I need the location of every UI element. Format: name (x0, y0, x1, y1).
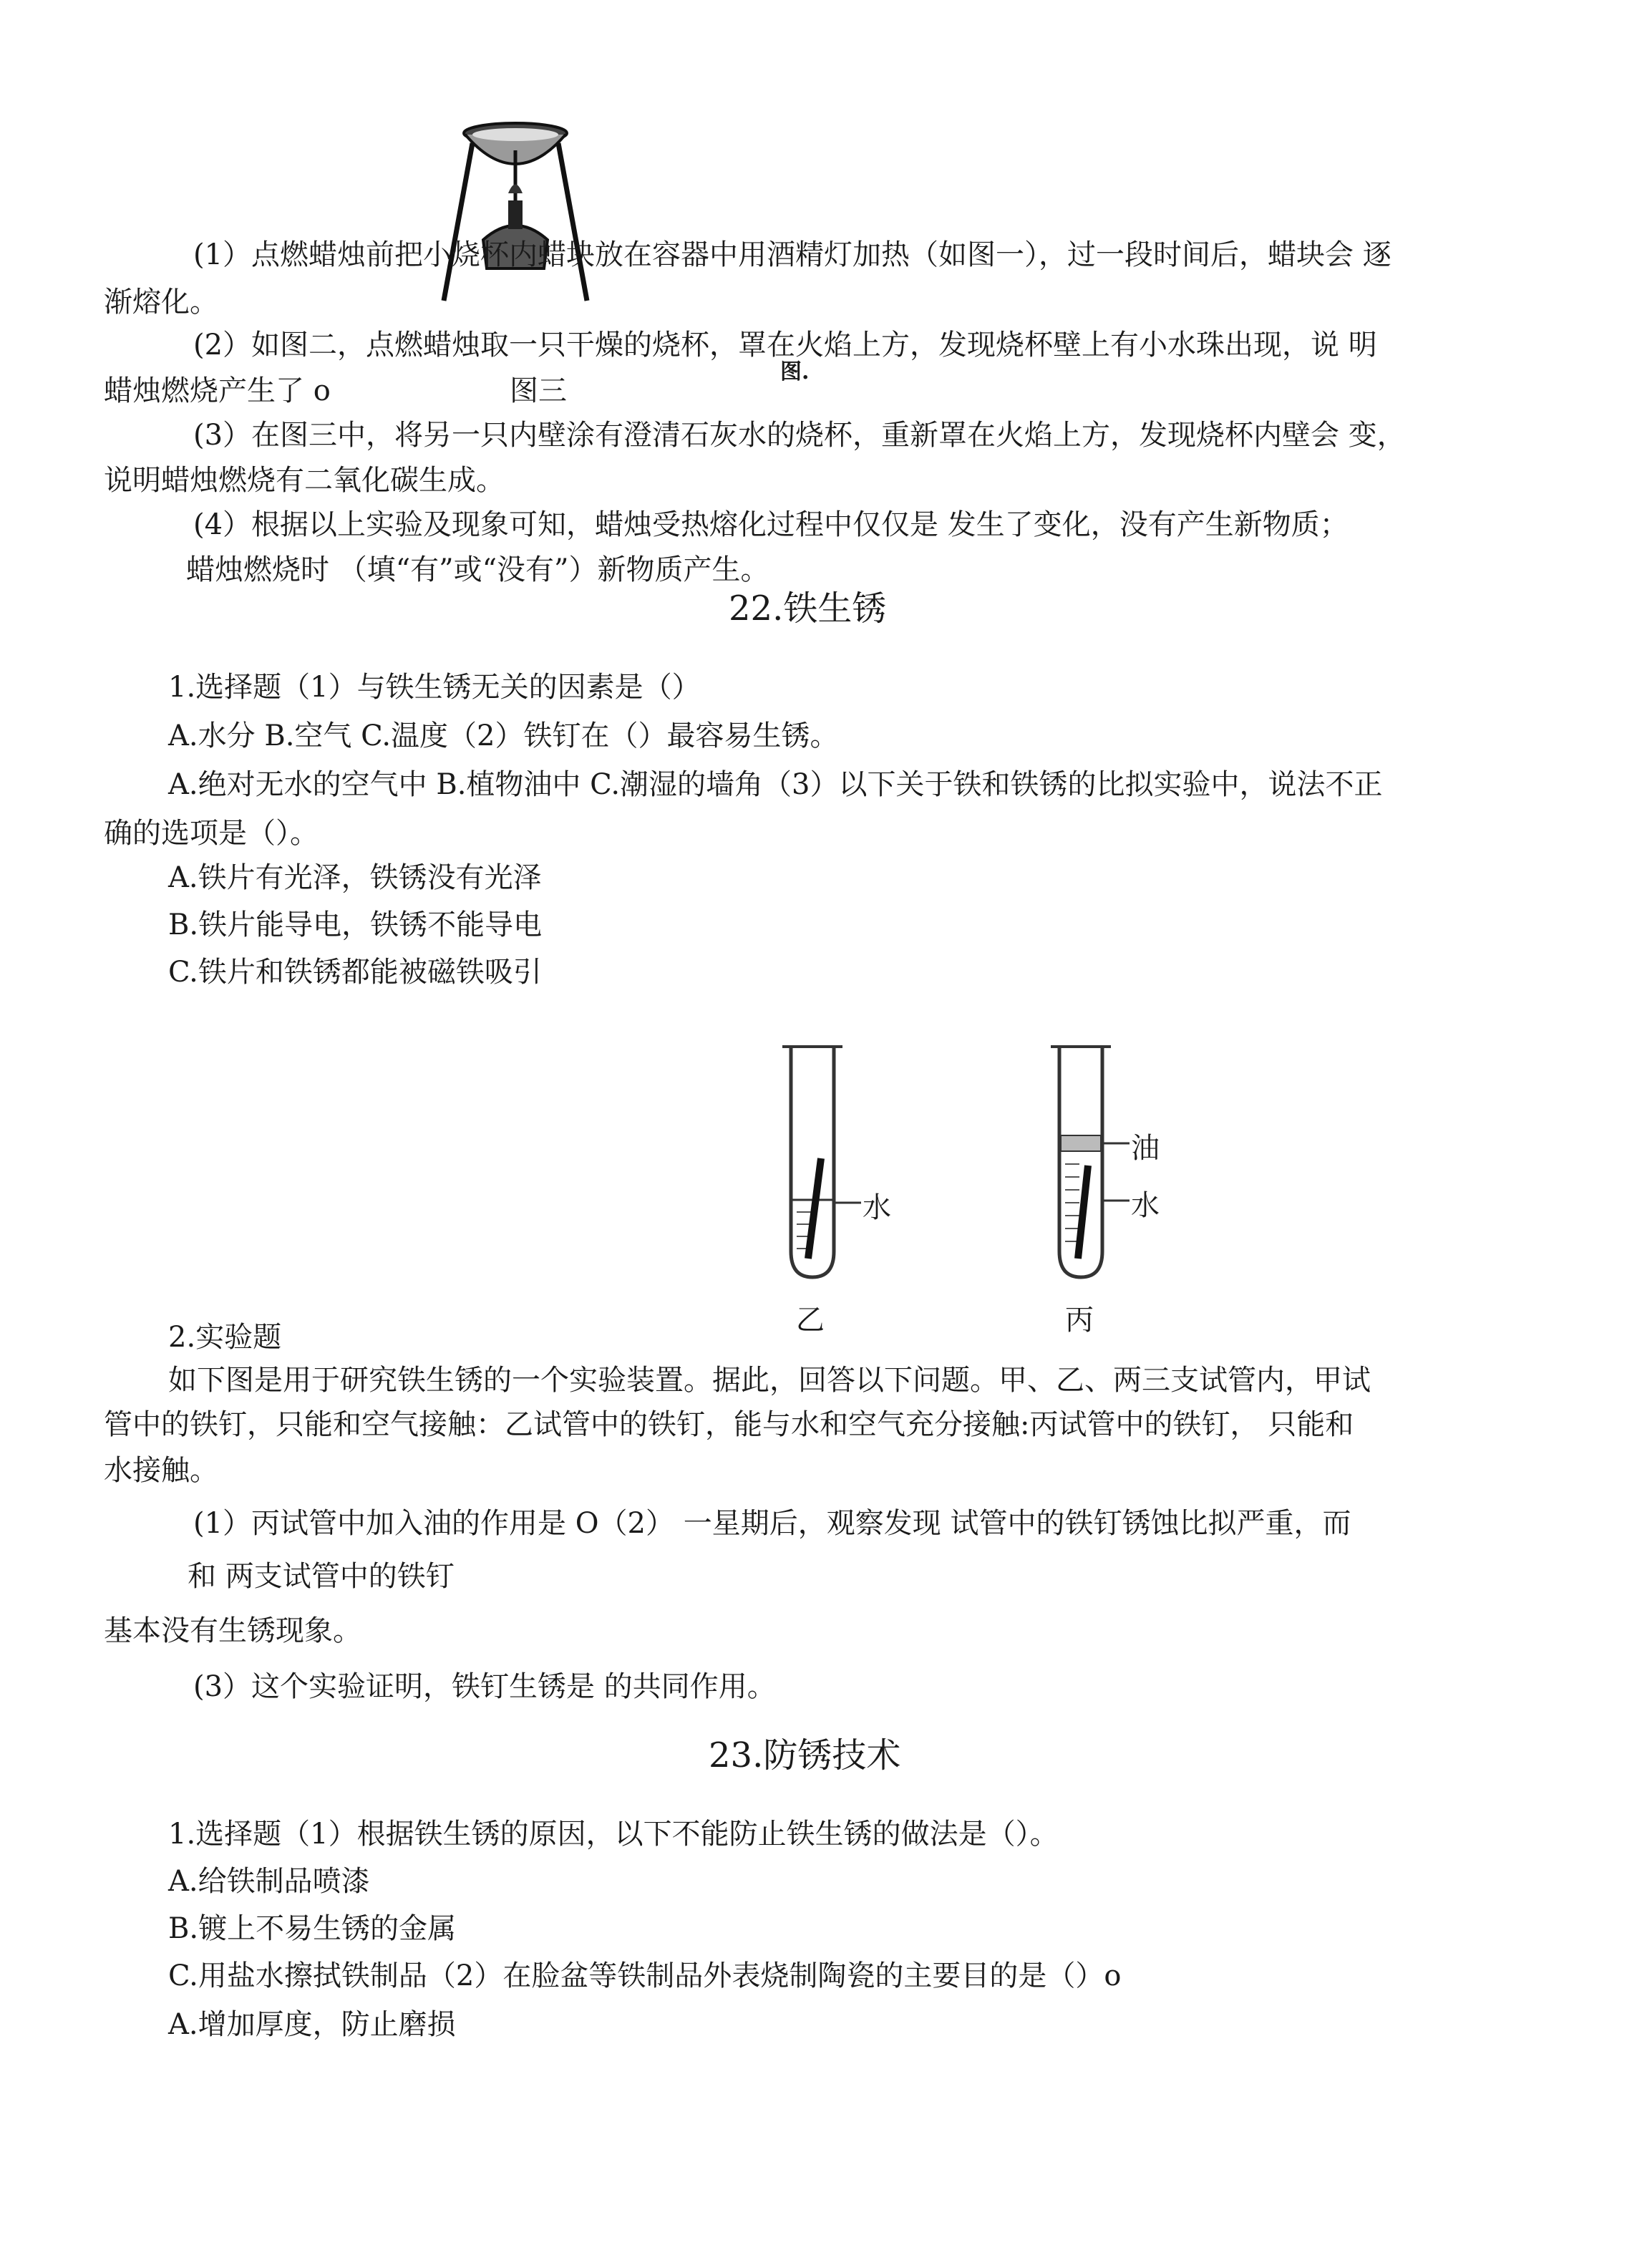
q22-3-option-b: B.铁片能导电，铁锈不能导电 (168, 908, 543, 941)
section-22-title: 22.铁生锈 (729, 588, 887, 629)
exp-p2: 管中的铁钉，只能和空气接触：乙试管中的铁钉，能与水和空气充分接触:丙试管中的铁钉， 只能和 (104, 1408, 1354, 1441)
q22-3-option-c: C.铁片和铁锈都能被磁铁吸引 (168, 956, 542, 989)
q23-2-option-a: A.增加厚度，防止磨损 (168, 2008, 456, 2041)
q21-p1b: 渐熔化。 (104, 286, 218, 319)
section-23-title: 23.防锈技术 (709, 1735, 901, 1775)
label-water-2: 水 (1131, 1189, 1160, 1222)
exp-p1: 如下图是用于研究铁生锈的一个实验装置。据此，回答以下问题。甲、乙、两三支试管内，甲试 (168, 1364, 1371, 1397)
label-water-1: 水 (863, 1191, 891, 1224)
q23-option-a: A.给铁制品喷漆 (168, 1865, 370, 1898)
alcohol-lamp-figure (429, 115, 601, 315)
leader-line-water-1 (834, 1199, 863, 1206)
leader-line-water-2 (1102, 1197, 1131, 1204)
q23-1: 1.选择题（1）根据铁生锈的原因，以下不能防止铁生锈的做法是（）。 (168, 1818, 1059, 1851)
fig-label-2: 图三 (510, 374, 567, 407)
label-oil: 油 (1131, 1132, 1160, 1165)
test-tube-bing (1045, 1044, 1117, 1287)
fig-label-1: 图. (780, 359, 810, 384)
exp-q1b: 和 两支试管中的铁钉 (188, 1560, 455, 1593)
exp-q1: (1）丙试管中加入油的作用是 O（2） 一星期后，观察发现 试管中的铁钉锈蚀比拟严重，而 (193, 1507, 1351, 1540)
q22-3: 确的选项是（）。 (104, 817, 319, 850)
q21-p2b: 蜡烛燃烧产生了 o (104, 374, 331, 407)
q22-2-options: A.绝对无水的空气中 B.植物油中 C.潮湿的墙角（3）以下关于铁和铁锈的比拟实验中，说法不正 (168, 768, 1383, 801)
label-bing: 丙 (1065, 1304, 1094, 1337)
q22-1-options: A.水分 B.空气 C.温度（2）铁钉在（）最容易生锈。 (168, 719, 839, 752)
exp-title: 2.实验题 (168, 1321, 282, 1354)
exp-p3: 水接触。 (104, 1454, 218, 1487)
q21-p3: (3）在图三中，将另一只内壁涂有澄清石灰水的烧杯，重新罩在火焰上方，发现烧杯内壁会 变， (193, 419, 1406, 452)
q21-p4: (4）根据以上实验及现象可知，蜡烛受热熔化过程中仅仅是 发生了变化，没有产生新物质； (193, 508, 1349, 541)
test-tube-yi (777, 1044, 848, 1287)
label-yi: 乙 (796, 1304, 825, 1337)
exp-q1c: 基本没有生锈现象。 (104, 1614, 361, 1647)
q21-p1: (1）点燃蜡烛前把小烧杯内蜡块放在容器中用酒精灯加热（如图一），过一段时间后，蜡块会 逐 (193, 238, 1391, 271)
leader-line-oil (1102, 1140, 1131, 1147)
q21-p2: (2）如图二，点燃蜡烛取一只干燥的烧杯，罩在火焰上方，发现烧杯壁上有小水珠出现，说 明 (193, 329, 1377, 362)
q23-option-c: C.用盐水擦拭铁制品（2）在脸盆等铁制品外表烧制陶瓷的主要目的是（）o (168, 1959, 1122, 1992)
exp-q3: (3）这个实验证明，铁钉生锈是 的共同作用。 (193, 1670, 776, 1703)
q23-option-b: B.镀上不易生锈的金属 (168, 1912, 457, 1945)
q22-3-option-a: A.铁片有光泽，铁锈没有光泽 (168, 861, 542, 894)
q21-p4b: 蜡烛燃烧时 （填“有”或“没有”）新物质产生。 (186, 553, 769, 586)
q21-p3b: 说明蜡烛燃烧有二氧化碳生成。 (104, 464, 505, 497)
q22-1: 1.选择题（1）与铁生锈无关的因素是（） (168, 671, 701, 704)
